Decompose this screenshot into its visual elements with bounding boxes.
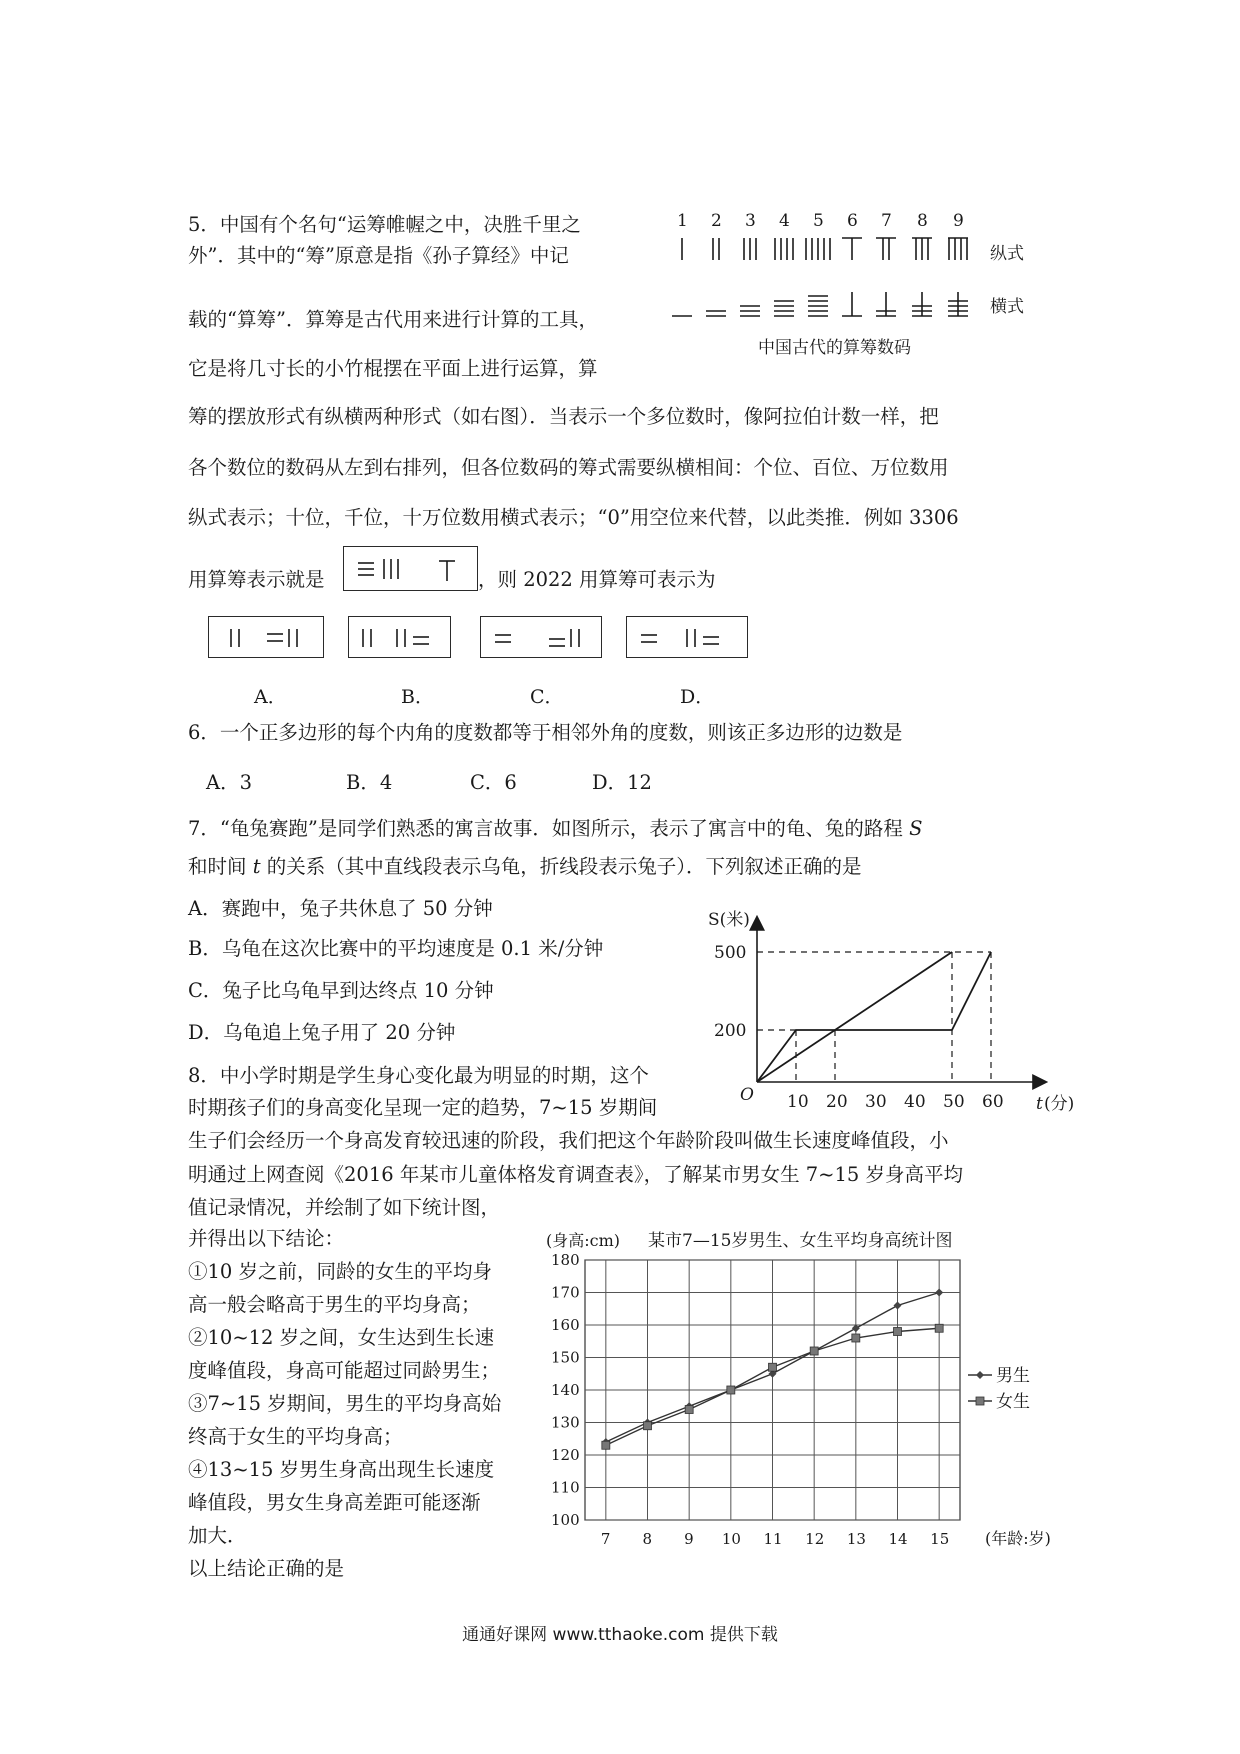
q8-line-2: 时期孩子们的身高变化呈现一定的趋势，7~15 岁期间 [188,1096,658,1119]
chart-y-label: (身高:cm) [546,1231,621,1250]
chart-title: 某市7—15岁男生、女生平均身高统计图 [648,1231,953,1251]
q7-option-a[interactable]: A．赛跑中，兔子共休息了 50 分钟 [188,897,493,920]
point-female-14 [894,1328,902,1336]
horizontal-form-label: 横式 [990,297,1024,317]
rod-digit-2: 2 [711,212,722,231]
point-female-9 [685,1406,693,1414]
point-female-8 [644,1422,652,1430]
rod-digit-7: 7 [881,212,892,231]
chart-x-label: (年龄:岁) [985,1529,1051,1548]
option-d-rods[interactable] [626,616,748,658]
q7-line-2-post: 的关系（其中直线段表示乌龟，折线段表示兔子）．下列叙述正确的是 [266,855,862,878]
y-tick-180: 180 [551,1251,580,1269]
q8-line-5: 值记录情况，并绘制了如下统计图， [188,1196,501,1219]
rod-vertical-forms [682,238,968,260]
q5-line-3: 载的“算筹”．算筹是古代用来进行计算的工具， [188,308,598,331]
graph-y-label: S(米) [708,910,750,930]
point-female-7 [602,1441,610,1449]
q8-conclusion-7: ④13~15 岁男生身高出现生长速度 [188,1458,495,1481]
q8-conclusion-6: 终高于女生的平均身高； [188,1425,403,1448]
y-tick-130: 130 [551,1413,580,1432]
q8-line-4: 明通过上网查阅《2016 年某市儿童体格发育调查表》，了解某市男女生 7~15 岁身高平均 [188,1163,964,1186]
y-tick-170: 170 [551,1283,580,1302]
q6-text: 6．一个正多边形的每个内角的度数都等于相邻外角的度数，则该正多边形的边数是 [188,721,903,744]
point-female-11 [769,1363,777,1371]
q8-conclusion-4: 度峰值段，身高可能超过同龄男生； [188,1359,501,1382]
rod-digit-5: 5 [813,212,824,231]
graph-origin: O [740,1085,754,1105]
rod-digit-1: 1 [677,212,688,231]
option-a-label[interactable]: A． [254,686,287,708]
q7-var-s: S [909,817,923,840]
q5-line-4: 它是将几寸长的小竹棍摆在平面上进行运算，算 [188,357,598,380]
y-tick-150: 150 [551,1348,580,1367]
q5-line-5: 筹的摆放形式有纵横两种形式（如右图）．当表示一个多位数时，像阿拉伯计数一样，把 [188,405,939,428]
q8-conclusion-1: ①10 岁之前，同龄的女生的平均身 [188,1260,493,1283]
q5-line-2: 外”．其中的“筹”原意是指《孙子算经》中记 [188,244,569,267]
option-a-rods[interactable] [208,616,324,658]
q8-question: 以上结论正确的是 [188,1557,345,1580]
q7-line-2-pre: 和时间 [188,855,247,878]
q7-var-t: t [252,855,261,878]
rod-horizontal-forms [672,292,968,316]
x-tick-11: 11 [763,1530,783,1548]
point-female-10 [727,1386,735,1394]
point-male-15 [935,1289,943,1297]
option-b-label[interactable]: B． [401,686,434,708]
y-tick-160: 160 [551,1316,580,1334]
graph-x-label-unit: (分) [1044,1094,1075,1114]
q6-option-c[interactable]: C．6 [470,771,517,794]
q8-conclusion-0: 并得出以下结论： [188,1227,345,1250]
q8-line-3: 生子们会经历一个身高发育较迅速的阶段，我们把这个年龄阶段叫做生长速度峰值段，小 [188,1129,949,1152]
x-tick-12: 12 [805,1530,825,1548]
option-c-rods[interactable] [480,616,602,658]
rod-digit-3: 3 [745,212,756,231]
rod-digit-labels [677,212,964,231]
x-tick-8: 8 [642,1530,653,1548]
q8-conclusion-3: ②10~12 岁之间，女生达到生长速 [188,1326,495,1349]
q7-option-d[interactable]: D．乌龟追上兔子用了 20 分钟 [188,1021,456,1044]
q5-example-prefix: 用算筹表示就是 [188,568,325,591]
graph-x-tick-40: 40 [904,1092,926,1112]
q8-conclusion-8: 峰值段，男女生身高差距可能逐渐 [188,1491,481,1514]
footer-source: 通通好课网 www.tthaoke.com 提供下载 [462,1625,778,1645]
chart-legend [968,1366,1030,1412]
graph-y-tick-200: 200 [714,1021,747,1041]
q5-example-suffix: ，则 2022 用算筹可表示为 [478,568,716,591]
graph-x-tick-30: 30 [865,1092,887,1112]
q5-line-6: 各个数位的数码从左到右排列，但各位数码的筹式需要纵横相间：个位、百位、万位数用 [188,456,949,479]
x-tick-10: 10 [721,1530,741,1548]
q7-line-2 [188,854,862,880]
rod-digit-8: 8 [917,212,928,231]
q7-line-1 [188,816,922,842]
q8-line-1: 8．中小学时期是学生身心变化最为明显的时期，这个 [188,1064,649,1087]
legend-label-1: 女生 [996,1392,1030,1412]
y-tick-100: 100 [551,1511,580,1529]
x-tick-15: 15 [930,1530,950,1548]
graph-x-tick-60: 60 [982,1092,1004,1112]
q6-option-d[interactable]: D．12 [592,771,652,794]
x-tick-14: 14 [888,1530,908,1548]
example-3306-rods [343,546,478,591]
q7-option-b[interactable]: B．乌龟在这次比赛中的平均速度是 0.1 米/分钟 [188,937,604,960]
graph-x-tick-10: 10 [787,1092,809,1112]
counting-rod-figure [660,212,1060,367]
option-b-rods[interactable] [348,616,451,658]
option-d-label[interactable]: D． [680,686,715,708]
q8-conclusion-2: 高一般会略高于男生的平均身高； [188,1293,481,1316]
rod-digit-4: 4 [779,212,790,231]
q7-option-c[interactable]: C．兔子比乌龟早到达终点 10 分钟 [188,979,494,1002]
q8-conclusion-5: ③7~15 岁期间，男生的平均身高始 [188,1392,502,1415]
y-tick-120: 120 [551,1446,580,1464]
height-line-chart [540,1222,1080,1567]
legend-marker-1 [976,1397,984,1405]
vertical-form-label: 纵式 [990,244,1024,264]
q6-option-b[interactable]: B．4 [346,771,393,794]
y-tick-140: 140 [551,1381,580,1399]
point-male-14 [894,1302,902,1310]
option-c-label[interactable]: C． [530,686,564,708]
graph-x-label-var: t [1036,1094,1043,1114]
x-tick-13: 13 [846,1530,866,1548]
x-tick-7: 7 [600,1530,611,1548]
point-female-12 [810,1347,818,1355]
point-female-13 [852,1334,860,1342]
rod-digit-6: 6 [847,212,858,231]
q5-line-1: 5．中国有个名句“运筹帷幄之中，决胜千里之 [188,213,581,236]
rod-digit-9: 9 [953,212,964,231]
x-tick-9: 9 [684,1530,694,1548]
q8-conclusion-9: 加大． [188,1524,247,1547]
legend-label-0: 男生 [996,1366,1030,1386]
graph-x-tick-20: 20 [826,1092,848,1112]
chart-grid [551,1251,960,1548]
rod-figure-caption: 中国古代的算筹数码 [758,338,911,358]
y-tick-110: 110 [551,1478,580,1497]
rabbit-line [757,952,991,1082]
legend-marker-0 [976,1371,984,1379]
point-female-15 [935,1324,943,1332]
graph-x-tick-50: 50 [943,1092,965,1112]
q6-option-a[interactable]: A．3 [206,771,252,794]
tortoise-line [757,952,952,1082]
graph-y-tick-500: 500 [714,943,747,963]
q7-line-1-text: 7．“龟兔赛跑”是同学们熟悉的寓言故事．如图所示，表示了寓言中的龟、兔的路程 [188,817,903,840]
race-distance-time-graph [700,900,1080,1120]
q5-line-7: 纵式表示；十位，千位，十万位数用横式表示；“0”用空位来代替，以此类推．例如 3306 [188,506,959,529]
